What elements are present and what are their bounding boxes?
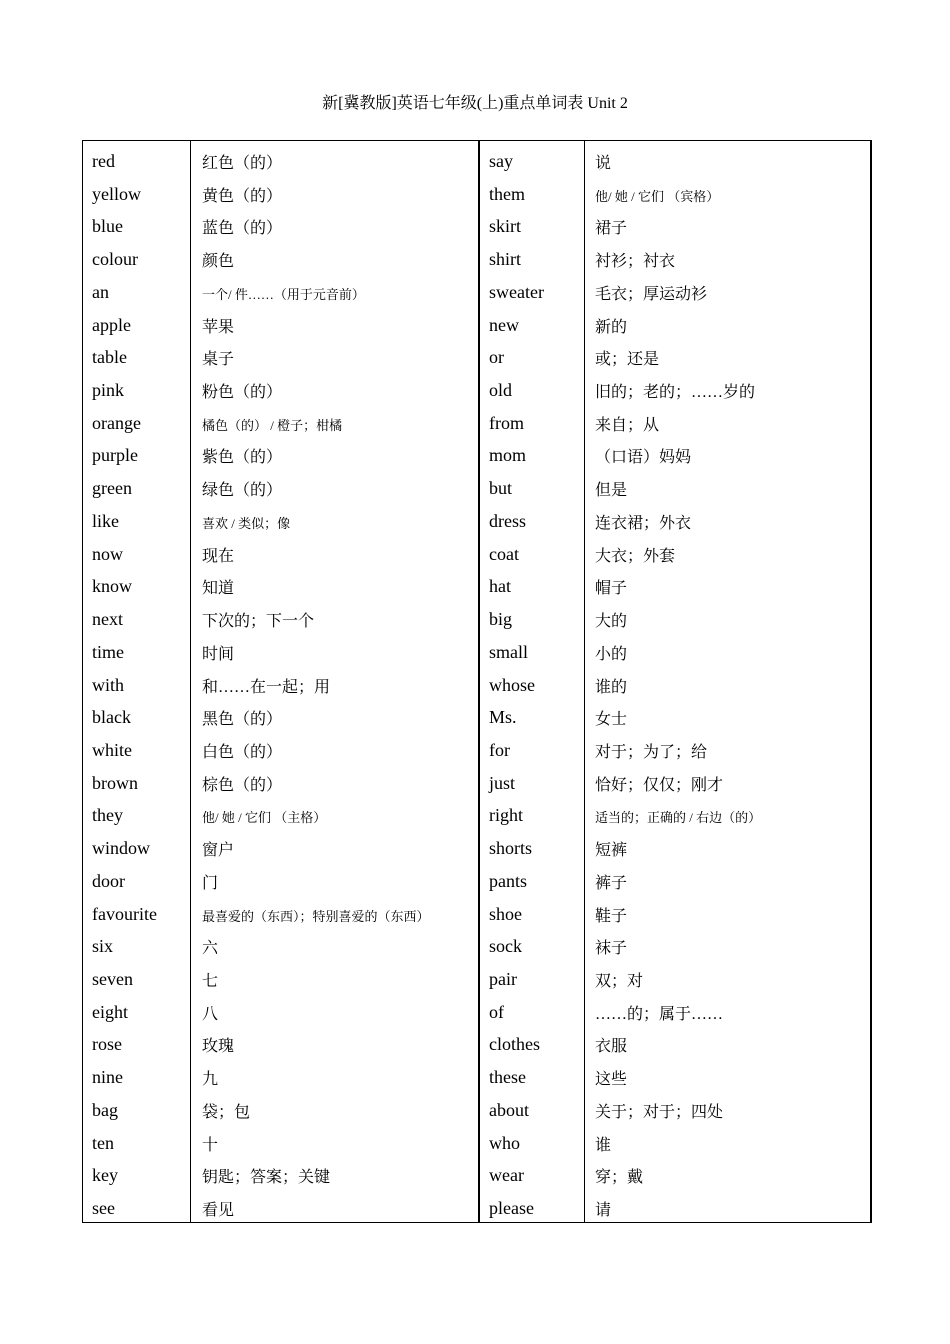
english-word: dress bbox=[489, 510, 526, 531]
chinese-meaning: 小的 bbox=[595, 645, 628, 663]
english-word: seven bbox=[92, 968, 133, 989]
english-word: yellow bbox=[92, 183, 141, 204]
english-word: see bbox=[92, 1198, 115, 1218]
chinese-meaning: 桌子 bbox=[202, 351, 235, 369]
chinese-meaning: 恰好；仅仅；刚才 bbox=[595, 776, 724, 794]
english-word: but bbox=[489, 478, 513, 499]
english-word: with bbox=[92, 674, 125, 695]
english-word: mom bbox=[489, 445, 527, 466]
chinese-meaning: 窗户 bbox=[202, 842, 235, 860]
chinese-meaning: 看见 bbox=[202, 1202, 235, 1219]
english-word: an bbox=[92, 281, 109, 302]
english-word: sock bbox=[489, 936, 522, 957]
english-word: these bbox=[489, 1067, 526, 1088]
chinese-meaning: 钥匙；答案；关键 bbox=[202, 1169, 331, 1187]
chinese-meaning: 或；还是 bbox=[595, 351, 660, 369]
english-word: pink bbox=[92, 380, 125, 401]
chinese-meaning: 这些 bbox=[595, 1071, 628, 1089]
english-word: table bbox=[92, 347, 127, 368]
left-english-column bbox=[92, 145, 157, 1225]
english-word: Ms. bbox=[489, 707, 517, 728]
english-word: six bbox=[92, 936, 114, 957]
right-chinese-column bbox=[595, 145, 761, 1225]
chinese-meaning: 棕色（的） bbox=[202, 776, 283, 794]
chinese-meaning: ……的；属于…… bbox=[595, 1005, 724, 1023]
english-word: colour bbox=[92, 249, 138, 270]
chinese-meaning: 最喜爱的（东西）；特别喜爱的（东西） bbox=[202, 908, 430, 924]
english-word: bag bbox=[92, 1099, 118, 1120]
chinese-meaning: （口语）妈妈 bbox=[595, 449, 692, 467]
english-word: just bbox=[489, 772, 516, 793]
chinese-meaning: 谁的 bbox=[595, 678, 628, 696]
chinese-meaning: 新的 bbox=[595, 318, 628, 336]
chinese-meaning: 说 bbox=[595, 155, 612, 172]
english-word: blue bbox=[92, 216, 123, 237]
chinese-meaning: 蓝色（的） bbox=[202, 220, 283, 238]
chinese-meaning: 门 bbox=[202, 874, 219, 892]
english-word: wear bbox=[489, 1165, 524, 1186]
chinese-meaning: 适当的；正确的 / 右边（的） bbox=[595, 810, 762, 826]
english-word: about bbox=[489, 1099, 529, 1120]
chinese-meaning: 大的 bbox=[595, 613, 628, 631]
chinese-meaning: 黄色（的） bbox=[202, 187, 283, 205]
english-word: who bbox=[489, 1132, 520, 1153]
english-word: coat bbox=[489, 543, 519, 564]
english-word: apple bbox=[92, 314, 131, 335]
chinese-meaning: 颜色 bbox=[202, 253, 235, 271]
chinese-meaning: 请 bbox=[595, 1202, 612, 1219]
chinese-meaning: 双；对 bbox=[595, 972, 644, 990]
chinese-meaning: 鞋子 bbox=[595, 907, 628, 925]
english-word: ten bbox=[92, 1132, 114, 1153]
english-word: brown bbox=[92, 772, 138, 793]
chinese-meaning: 他/ 她 / 它们 （主格） bbox=[202, 810, 327, 826]
english-word: old bbox=[489, 380, 513, 401]
english-word: window bbox=[92, 838, 150, 859]
english-word: rose bbox=[92, 1034, 122, 1055]
english-word: new bbox=[489, 314, 519, 335]
english-word: skirt bbox=[489, 216, 522, 237]
chinese-meaning: 袋；包 bbox=[202, 1103, 251, 1121]
vocabulary-table bbox=[82, 140, 872, 1223]
english-word: whose bbox=[489, 674, 535, 695]
english-word: shoe bbox=[489, 903, 522, 924]
chinese-meaning: 绿色（的） bbox=[202, 482, 283, 500]
english-word: they bbox=[92, 805, 123, 826]
chinese-meaning: 来自；从 bbox=[595, 416, 660, 434]
english-word: door bbox=[92, 870, 125, 891]
english-word: hat bbox=[489, 576, 511, 597]
left-chinese-column bbox=[202, 145, 430, 1225]
chinese-meaning: 短裤 bbox=[595, 842, 628, 860]
chinese-meaning: 九 bbox=[202, 1071, 219, 1089]
english-word: white bbox=[92, 739, 132, 760]
english-word: key bbox=[92, 1165, 118, 1186]
chinese-meaning: 六 bbox=[202, 940, 219, 958]
chinese-meaning: 时间 bbox=[202, 645, 235, 663]
chinese-meaning: 黑色（的） bbox=[202, 711, 283, 729]
chinese-meaning: 下次的；下一个 bbox=[202, 613, 315, 631]
english-word: nine bbox=[92, 1067, 123, 1088]
english-word: or bbox=[489, 347, 504, 368]
english-word: pants bbox=[489, 870, 527, 891]
chinese-meaning: 他/ 她 / 它们 （宾格） bbox=[595, 188, 720, 204]
chinese-meaning: 旧的；老的；……岁的 bbox=[595, 384, 756, 402]
chinese-meaning: 衣服 bbox=[595, 1038, 628, 1056]
chinese-meaning: 连衣裙；外衣 bbox=[595, 514, 692, 532]
chinese-meaning: 知道 bbox=[202, 580, 235, 598]
english-word: small bbox=[489, 641, 528, 662]
chinese-meaning: 粉色（的） bbox=[202, 384, 283, 402]
chinese-meaning: 关于；对于；四处 bbox=[595, 1103, 724, 1121]
chinese-meaning: 帽子 bbox=[595, 580, 628, 598]
english-word: clothes bbox=[489, 1034, 540, 1055]
chinese-meaning: 裙子 bbox=[595, 220, 628, 238]
english-word: green bbox=[92, 478, 132, 499]
column-divider bbox=[584, 141, 585, 1222]
chinese-meaning: 大衣；外套 bbox=[595, 547, 676, 565]
chinese-meaning: 衬衫；衬衣 bbox=[595, 253, 676, 271]
english-word: from bbox=[489, 412, 524, 433]
chinese-meaning: 裤子 bbox=[595, 874, 628, 892]
english-word: red bbox=[92, 151, 115, 171]
english-word: know bbox=[92, 576, 132, 597]
chinese-meaning: 现在 bbox=[202, 547, 235, 565]
right-english-column bbox=[489, 145, 544, 1225]
chinese-meaning: 喜欢 / 类似；像 bbox=[202, 515, 291, 531]
column-divider bbox=[190, 141, 191, 1222]
english-word: orange bbox=[92, 412, 141, 433]
english-word: sweater bbox=[489, 281, 544, 302]
english-word: pair bbox=[489, 968, 517, 989]
chinese-meaning: 女士 bbox=[595, 711, 628, 729]
english-word: big bbox=[489, 609, 513, 630]
center-divider bbox=[478, 141, 480, 1222]
english-word: time bbox=[92, 641, 124, 662]
english-word: favourite bbox=[92, 903, 157, 924]
english-word: for bbox=[489, 739, 510, 760]
chinese-meaning: 紫色（的） bbox=[202, 449, 283, 467]
english-word: purple bbox=[92, 445, 138, 466]
chinese-meaning: 穿；戴 bbox=[595, 1169, 644, 1187]
english-word: of bbox=[489, 1001, 504, 1022]
chinese-meaning: 七 bbox=[202, 972, 219, 990]
chinese-meaning: 毛衣；厚运动衫 bbox=[595, 285, 708, 303]
chinese-meaning: 袜子 bbox=[595, 940, 628, 958]
english-word: shirt bbox=[489, 249, 522, 270]
english-word: now bbox=[92, 543, 123, 564]
english-word: shorts bbox=[489, 838, 533, 859]
english-word: them bbox=[489, 183, 525, 204]
chinese-meaning: 红色（的） bbox=[202, 155, 283, 172]
english-word: like bbox=[92, 510, 119, 531]
english-word: right bbox=[489, 805, 523, 826]
chinese-meaning: 一个/ 件……（用于元音前） bbox=[202, 286, 365, 302]
chinese-meaning: 对于；为了；给 bbox=[595, 743, 708, 761]
english-word: please bbox=[489, 1198, 534, 1218]
page-title: 新[冀教版]英语七年级(上)重点单词表 Unit 2 bbox=[322, 95, 628, 112]
chinese-meaning: 八 bbox=[202, 1005, 219, 1023]
chinese-meaning: 谁 bbox=[595, 1136, 612, 1154]
chinese-meaning: 和……在一起；用 bbox=[202, 678, 331, 696]
english-word: next bbox=[92, 609, 123, 630]
chinese-meaning: 十 bbox=[202, 1136, 219, 1154]
chinese-meaning: 橘色（的） / 橙子；柑橘 bbox=[202, 417, 343, 433]
chinese-meaning: 但是 bbox=[595, 482, 628, 500]
english-word: eight bbox=[92, 1001, 128, 1022]
chinese-meaning: 玫瑰 bbox=[202, 1038, 235, 1056]
chinese-meaning: 白色（的） bbox=[202, 743, 283, 761]
chinese-meaning: 苹果 bbox=[202, 318, 235, 336]
english-word: black bbox=[92, 707, 131, 728]
english-word: say bbox=[489, 151, 513, 171]
